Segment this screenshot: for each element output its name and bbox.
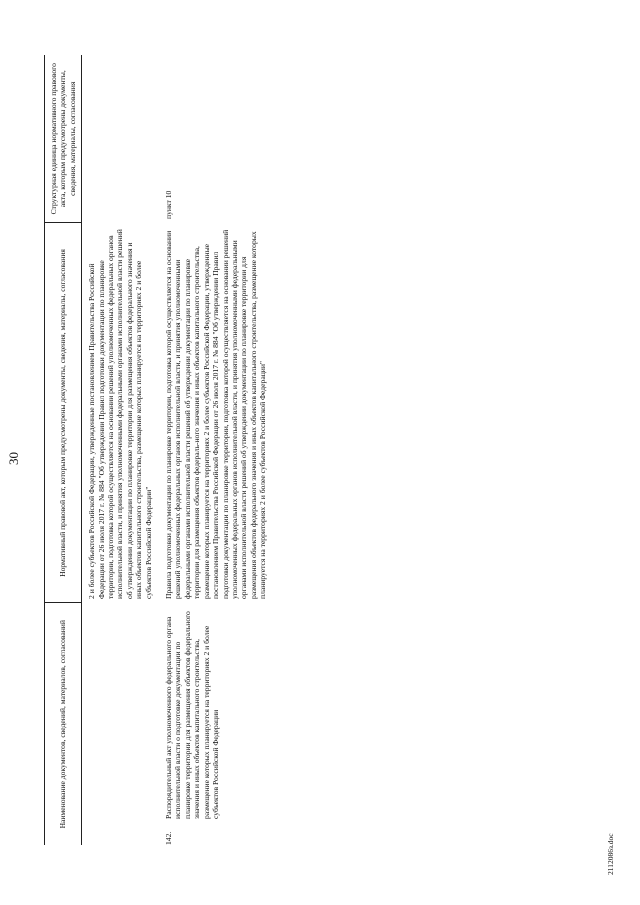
row-act: 2 и более субъектов Российской Федерации, утвержденные постановлением Правительства Российской Федерации от 26 июля 2017 г. № 884 "Об утверждении Правил подготовки документации по планировке территории, подготовка которой осуществляется на основании решений уполномоченных федеральных органов исполнительной власти, и принятия уполномоченными федеральными органами исполнительной власти решений об утверждении документации по планировке территории для размещения объектов федерального значения и иных объектов капитального строительства, размещение которых планируется на территориях 2 и более субъектов Российской Федерации" — [87, 229, 153, 599]
row-name: Распорядительный акт уполномоченного федерального органа исполнительной власти о подготовке документации по планировке территории для размещения объектов федерального значения и иных объектов капитального строительства, размещение которых планируется на территориях 2 и более субъектов Российской Федерации — [164, 611, 221, 819]
header-name: Наименование документов, сведений, материалов, согласований — [45, 603, 82, 845]
table-row — [161, 55, 270, 845]
row-unit: пункт 10 — [164, 190, 174, 219]
header-act: Нормативный правовой акт, которым предусмотрены документы, сведения, материалы, согласования — [45, 223, 82, 603]
header-unit: Структурная единица нормативного правового акта, которым предусмотрены документы, сведения, материалы, согласования — [49, 63, 77, 215]
row-name — [82, 603, 161, 823]
table-header-row — [45, 55, 82, 845]
file-name-footer: 2112086з.doc — [606, 833, 615, 875]
row-unit — [82, 55, 161, 223]
page-number: 30 — [6, 452, 21, 465]
documents-table — [44, 55, 271, 845]
row-number: 142. — [164, 831, 174, 845]
row-act: Правила подготовки документации по планировке территории, подготовка которой осуществляется на основании решений уполномоченных федеральных органов исполнительной власти, и принятия уполномоченными федеральными органами исполнительной власти решений об утверждении документации по планировке территории для размещения объектов федераль-ного значения и иных объектов капитального строительства, размещение которых планируется на территориях 2 и более субъектов Российской Федерации, утвержденные постановлением Правительства Российской Федерации от 26 июля 2017 г. № 884 "Об утверждении Правил подготовки документации по планировке территории, подготовка которой осуществляется на основании решений уполномоченных федеральных органов исполнительной власти, и принятия уполномоченными федеральными органами исполнительной власти решений об утверждении документации по планировке территории для размещения объектов федерального значения и иных объектов капитального строительства, размещение которых планируется на территориях 2 и более субъектов Российской Федерации" — [164, 229, 268, 599]
table-row — [82, 55, 161, 845]
row-number — [82, 823, 161, 845]
